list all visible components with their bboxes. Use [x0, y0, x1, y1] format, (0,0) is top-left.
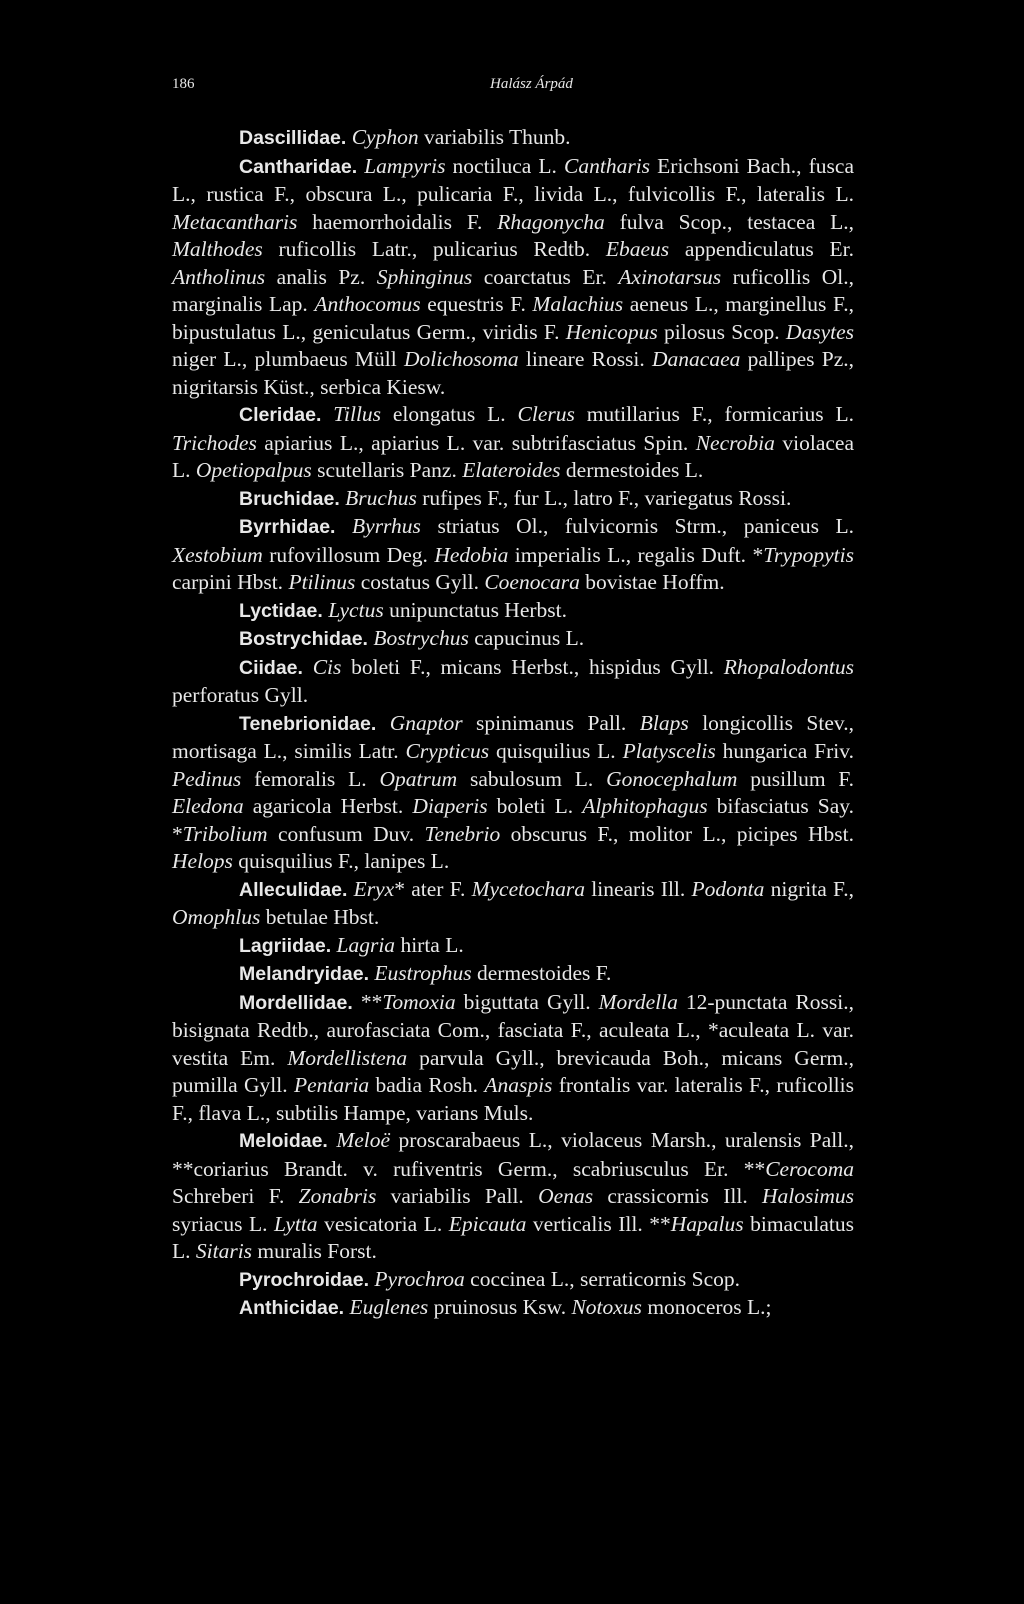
genus-name: Antholinus	[172, 264, 266, 289]
species-text: niger L., plumbaeus Müll	[172, 347, 404, 371]
species-text: quisquilius F., lanipes L.	[232, 849, 450, 873]
species-text: scutellaris Panz.	[311, 458, 463, 482]
genus-name: Cis	[312, 654, 342, 679]
species-text: parvula Gyll., brevicauda Boh., micans Germ., pumilla Gyll.	[172, 1045, 854, 1097]
genus-name: Ebaeus	[605, 237, 670, 261]
family-name: Lagriidae.	[239, 934, 332, 957]
genus-name: Dasytes	[785, 319, 854, 344]
genus-name: Ptilinus	[288, 570, 356, 594]
species-text: dermestoides F.	[471, 961, 612, 985]
species-text: linearis Ill.	[585, 876, 692, 901]
species-text: quisquilius L.	[489, 739, 623, 763]
genus-name: Cyphon	[351, 125, 419, 149]
genus-name: Axinotarsus	[618, 264, 722, 289]
species-text: lineare Rossi.	[518, 347, 653, 371]
species-text: spinimanus Pall.	[462, 710, 640, 735]
species-text: Schreberi F.	[172, 1184, 299, 1208]
species-text: agaricola Herbst.	[243, 794, 413, 818]
species-text: sabulosum L.	[457, 766, 607, 791]
species-text	[321, 402, 333, 426]
species-text: biguttata Gyll.	[455, 989, 599, 1014]
genus-name: Pentaria	[293, 1073, 370, 1097]
species-text: coccinea L., serraticornis Scop.	[464, 1266, 740, 1291]
genus-name: Platyscelis	[622, 739, 716, 763]
page-number: 186	[172, 76, 195, 92]
genus-name: Mycetochara	[471, 876, 585, 901]
paragraph-bostrychidae	[172, 625, 854, 654]
species-text: pruinosus Ksw.	[428, 1295, 572, 1319]
species-text: costatus Gyll.	[355, 570, 485, 594]
genus-name: Cerocoma	[765, 1156, 854, 1181]
family-name: Byrrhidae.	[239, 516, 336, 538]
page-header	[172, 76, 852, 106]
species-text: **	[352, 989, 383, 1014]
genus-name: Helops	[172, 849, 233, 873]
genus-name: Crypticus	[405, 739, 490, 763]
species-text: mutillarius F., formicarius L.	[574, 402, 854, 426]
paragraph-mordellidae	[172, 989, 854, 1128]
genus-name: Lytta	[274, 1211, 318, 1236]
species-text: syriacus L.	[172, 1211, 274, 1236]
species-text: elongatus L.	[381, 402, 518, 426]
species-text: pusillum F.	[737, 766, 854, 791]
paragraph-anthicidae	[172, 1294, 854, 1323]
species-text: betulae Hbst.	[260, 905, 380, 929]
paragraph-cantharidae	[172, 153, 854, 402]
species-text: analis Pz.	[265, 264, 377, 289]
genus-name: Metacantharis	[172, 209, 298, 234]
species-text: monoceros L.;	[641, 1295, 772, 1319]
paragraph-byrrhidae	[172, 513, 854, 597]
genus-name: Omophlus	[172, 905, 261, 929]
genus-name: Bruchus	[345, 485, 417, 510]
genus-name: Diaperis	[412, 794, 488, 818]
genus-name: Epicauta	[448, 1211, 527, 1236]
genus-name: Opetiopalpus	[195, 458, 312, 482]
genus-name: Tenebrio	[424, 821, 501, 846]
genus-name: Rhopalodontus	[723, 654, 854, 679]
genus-name: Necrobia	[695, 430, 775, 455]
species-text: dermestoides L.	[560, 458, 704, 482]
species-text: hungarica Friv.	[715, 739, 855, 763]
family-name: Bruchidae.	[239, 487, 340, 510]
family-name: Cleridae.	[239, 404, 322, 426]
paragraph-lyctidae	[172, 597, 854, 626]
paragraph-tenebrionidae	[172, 710, 854, 876]
paragraph-melandryidae	[172, 960, 854, 989]
species-text: pallipes Pz., nigritarsis Küst., serbica Kiesw.	[172, 347, 854, 399]
genus-name: Elateroides	[462, 458, 561, 482]
genus-name: Sphinginus	[376, 264, 473, 289]
species-text: longicollis Stev., mortisaga L., similis Latr.	[172, 710, 855, 763]
genus-name: Dolichosoma	[403, 347, 519, 371]
species-text: muralis Forst.	[252, 1239, 377, 1263]
species-text: variabilis Pall.	[376, 1184, 539, 1208]
genus-name: Euglenes	[349, 1295, 429, 1319]
genus-name: Bostrychus	[373, 626, 469, 650]
species-text: femoralis L.	[241, 766, 380, 791]
species-text: perforatus Gyll.	[172, 683, 309, 707]
species-text: badia Rosh.	[369, 1073, 485, 1097]
species-text: crassicornis Ill.	[593, 1184, 763, 1208]
species-text: frontalis var. lateralis F., ruficollis F., flava L., subtilis Hampe, varians Muls.	[172, 1073, 854, 1125]
genus-name: Cantharis	[564, 153, 651, 178]
genus-name: Lagria	[336, 932, 396, 957]
family-name: Melandryidae.	[239, 963, 370, 985]
species-text: violacea L.	[172, 430, 854, 482]
genus-name: Notoxus	[571, 1295, 642, 1319]
genus-name: Zonabris	[298, 1184, 377, 1208]
genus-name: Hapalus	[670, 1211, 744, 1236]
family-name: Bostrychidae.	[239, 628, 368, 650]
species-text: capucinus L.	[468, 626, 585, 650]
paragraph-alleculidae	[172, 876, 854, 932]
species-text: bovistae Hoffm.	[579, 570, 725, 594]
paragraph-pyrochroidae	[172, 1266, 854, 1295]
genus-name: Pedinus	[172, 766, 242, 791]
species-text: Erichsoni Bach., fusca L., rustica F., obscura L., pulicaria F., livida L., fulvicollis F., lateralis L.	[172, 153, 855, 206]
family-name: Meloidae.	[239, 1130, 328, 1152]
species-text: vesicatoria L.	[317, 1211, 449, 1236]
species-text	[335, 514, 352, 538]
species-text: carpini Hbst.	[172, 570, 289, 594]
genus-name: Sitaris	[195, 1239, 253, 1263]
species-text: aeneus L., marginellus F., bipustulatus L., geniculatus Germ., viridis F.	[172, 292, 854, 344]
species-text: hirta L.	[395, 932, 464, 957]
species-text: rufipes F., fur L., latro F., variegatus Rossi.	[416, 485, 792, 510]
species-text: coarctatus Er.	[472, 264, 619, 289]
family-name: Pyrochroidae.	[239, 1268, 370, 1291]
paragraph-meloidae	[172, 1127, 854, 1266]
species-text: ruficollis Ol., marginalis Lap.	[172, 264, 854, 316]
genus-name: Tribolium	[182, 821, 268, 846]
body-text	[172, 124, 854, 1323]
genus-name: Trypopytis	[763, 542, 854, 567]
species-text: equestris F.	[420, 292, 533, 316]
species-text: pilosus Scop.	[657, 319, 786, 344]
genus-name: Halosimus	[762, 1184, 854, 1208]
species-text: fulva Scop., testacea L.,	[604, 209, 854, 234]
genus-name: Mordella	[598, 989, 678, 1014]
family-name: Alleculidae.	[239, 878, 348, 901]
family-name: Tenebrionidae.	[239, 712, 377, 735]
species-text: striatus Ol., fulvicornis Strm., paniceus L.	[420, 514, 855, 538]
species-text: verticalis Ill. **	[526, 1211, 671, 1236]
species-text: unipunctatus Herbst.	[383, 597, 568, 622]
genus-name: Eledona	[172, 794, 244, 818]
genus-name: Malachius	[532, 292, 624, 316]
species-text	[303, 655, 313, 679]
genus-name: Opatrum	[379, 766, 458, 791]
species-text: 12-punctata Rossi., bisignata Redtb., aurofasciata Com., fasciata F., aculeata L., *aculeata L. var. vestita Em.	[172, 989, 854, 1070]
genus-name: Anaspis	[484, 1073, 553, 1097]
species-text: bimaculatus L.	[172, 1211, 854, 1263]
running-head-author: Halász Árpád	[490, 76, 573, 92]
genus-name: Henicopus	[565, 319, 658, 344]
genus-name: Pyrochroa	[374, 1266, 465, 1291]
species-text: confusum Duv.	[267, 821, 425, 846]
genus-name: Blaps	[639, 710, 689, 735]
genus-name: Eryx	[353, 876, 395, 901]
genus-name: Hedobia	[434, 542, 509, 567]
family-name: Anthicidae.	[239, 1297, 345, 1319]
species-text: nigrita F.,	[764, 876, 855, 901]
genus-name: Rhagonycha	[497, 209, 605, 234]
species-text: variabilis Thunb.	[418, 125, 571, 149]
species-text: apiarius L., apiarius L. var. subtrifasciatus Spin.	[256, 430, 696, 455]
species-text: obscurus F., molitor L., picipes Hbst.	[500, 821, 854, 846]
genus-name: Xestobium	[172, 542, 263, 567]
genus-name: Tillus	[333, 402, 382, 426]
genus-name: Clerus	[517, 402, 575, 426]
species-text: rufovillosum Deg.	[262, 542, 435, 567]
genus-name: Lyctus	[328, 597, 384, 622]
genus-name: Eustrophus	[374, 961, 472, 985]
genus-name: Oenas	[538, 1184, 594, 1208]
species-text: noctiluca L.	[445, 153, 565, 178]
family-name: Lyctidae.	[239, 599, 323, 622]
genus-name: Malthodes	[172, 237, 263, 261]
family-name: Dascillidae.	[239, 127, 347, 149]
paragraph-lagriidae	[172, 932, 854, 961]
species-text: appendiculatus Er.	[669, 237, 854, 261]
species-text: * ater F.	[394, 876, 472, 901]
family-name: Mordellidae.	[239, 991, 353, 1014]
species-text: proscarabaeus L., violaceus Marsh., uralensis Pall., **coriarius Brandt. v. rufiventris Germ., scabriusculus Er. **	[172, 1128, 854, 1181]
genus-name: Gnaptor	[389, 710, 463, 735]
paragraph-ciidae	[172, 654, 854, 710]
species-text: bifasciatus Say. *	[172, 794, 854, 846]
genus-name: Coenocara	[484, 570, 580, 594]
family-name: Ciidae.	[239, 656, 303, 679]
paragraph-bruchidae	[172, 485, 854, 514]
species-text	[376, 711, 389, 735]
paragraph-dascillidae	[172, 124, 854, 153]
genus-name: Trichodes	[172, 430, 257, 455]
genus-name: Danacaea	[652, 347, 741, 371]
family-name: Cantharidae.	[239, 155, 358, 178]
genus-name: Byrrhus	[352, 514, 421, 538]
genus-name: Alphitophagus	[582, 794, 708, 818]
genus-name: Mordellistena	[287, 1045, 408, 1070]
genus-name: Lampyris	[364, 153, 446, 178]
genus-name: Anthocomus	[314, 292, 421, 316]
species-text: imperialis L., regalis Duft. *	[508, 542, 764, 567]
species-text: ruficollis Latr., pulicarius Redtb.	[262, 237, 606, 261]
genus-name: Gonocephalum	[606, 766, 738, 791]
paragraph-cleridae	[172, 401, 854, 485]
species-text: boleti L.	[487, 794, 583, 818]
species-text: haemorrhoidalis F.	[297, 209, 498, 234]
genus-name: Podonta	[691, 876, 765, 901]
species-text: boleti F., micans Herbst., hispidus Gyll.	[341, 654, 724, 679]
genus-name: Meloë	[336, 1128, 391, 1152]
genus-name: Tomoxia	[382, 989, 456, 1014]
